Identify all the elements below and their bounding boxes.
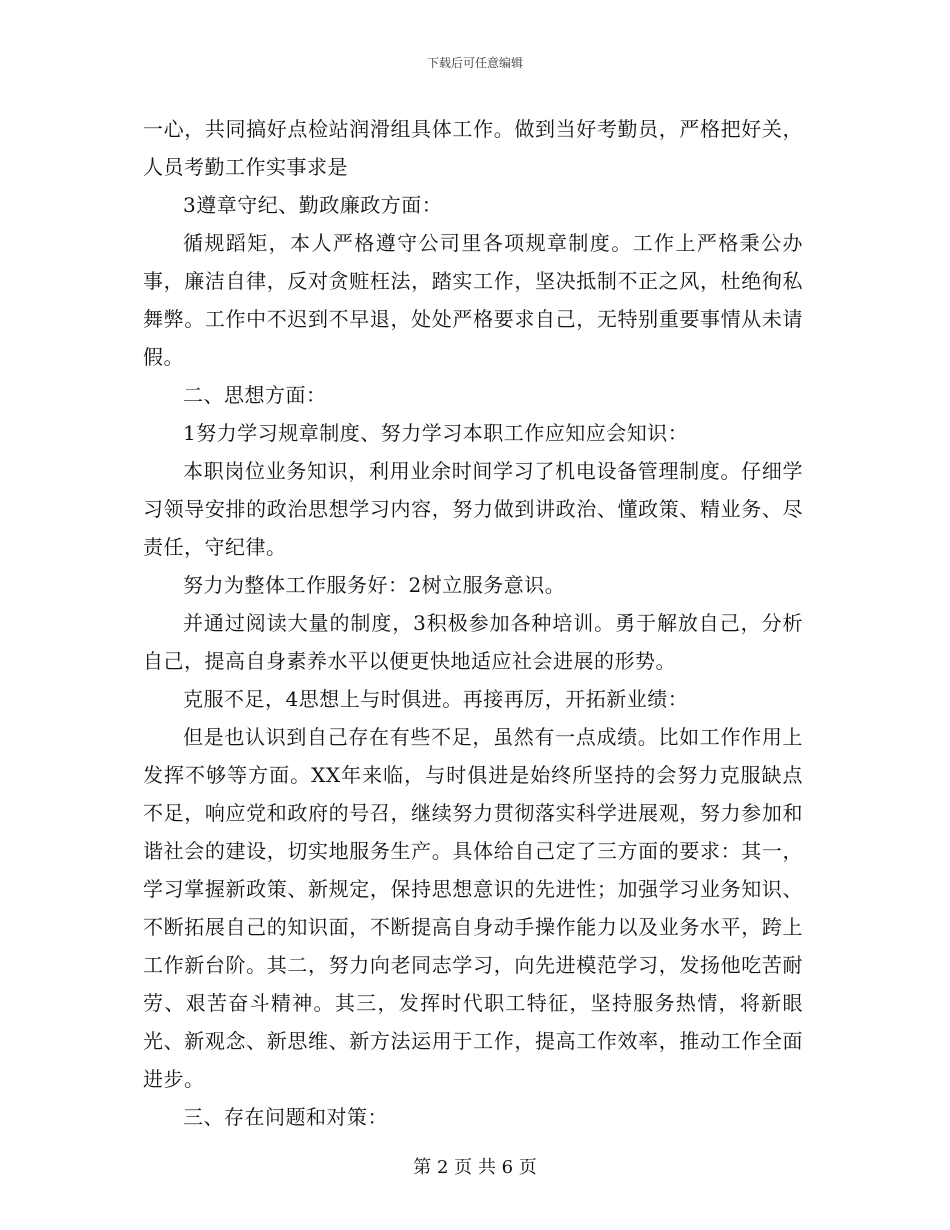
paragraph: 本职岗位业务知识，利用业余时间学习了机电设备管理制度。仔细学习领导安排的政治思想学习内容，努力做到讲政治、懂政策、精业务、尽责任，守纪律。 [143,459,803,559]
section-heading: 二、思想方面： [183,383,327,407]
paragraph: 循规蹈矩，本人严格遵守公司里各项规章制度。工作上严格秉公办事，廉洁自律，反对贪赃枉法，踏实工作，坚决抵制不正之风，杜绝徇私舞弊。工作中不迟到不早退，处处严格要求自己，无特别重要事情从未请假。 [143,231,803,369]
page-header: 下载后可任意编辑 [426,56,523,70]
paragraph: 一心，共同搞好点检站润滑组具体工作。做到当好考勤员，严格把好关，人员考勤工作实事求是 [143,117,803,179]
section-subheading: 3遵章守纪、勤政廉政方面： [183,193,443,217]
section-subheading: 1努力学习规章制度、努力学习本职工作应知应会知识： [183,421,689,445]
document-body [143,110,803,1136]
paragraph: 但是也认识到自己存在有些不足，虽然有一点成绩。比如工作作用上发挥不够等方面。XX年来临，与时俱进是始终所坚持的会努力克服缺点不足，响应党和政府的号召，继续努力贯彻落实科学进展观，努力参加和谐社会的建设，切实地服务生产。具体给自己定了三方面的要求：其一，学习掌握新政策、新规定，保持思想意识的先进性；加强学习业务知识、不断拓展自己的知识面，不断提高自身动手操作能力以及业务水平，跨上工作新台阶。其二，努力向老同志学习，向先进模范学习，发扬他吃苦耐劳、艰苦奋斗精神。其三，发挥时代职工特征，坚持服务热情，将新眼光、新观念、新思维、新方法运用于工作，提高工作效率，推动工作全面进步。 [143,725,803,1091]
paragraph: 努力为整体工作服务好：2树立服务意识。 [183,573,566,597]
paragraph: 克服不足，4思想上与时俱进。再接再厉，开拓新业绩： [183,687,689,711]
section-heading: 三、存在问题和对策： [183,1105,388,1129]
page-footer: 第 2 页 共 6 页 [413,1157,537,1178]
paragraph: 并通过阅读大量的制度，3积极参加各种培训。勇于解放自己，分析自己，提高自身素养水平以便更快地适应社会进展的形势。 [143,611,803,673]
